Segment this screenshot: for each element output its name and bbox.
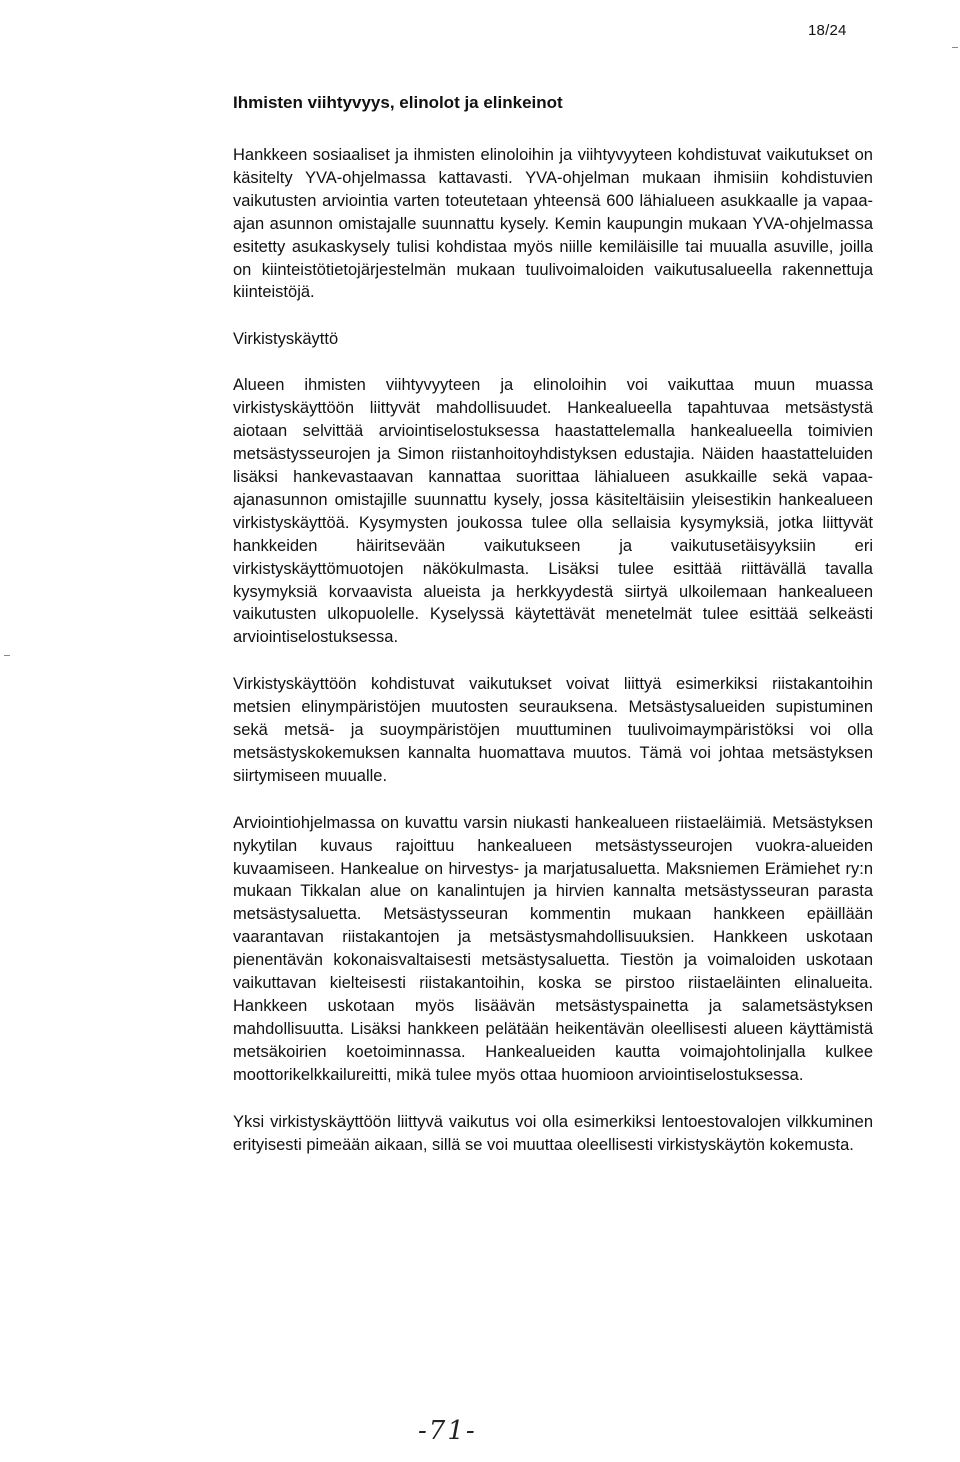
paragraph-2: Alueen ihmisten viihtyvyyteen ja elinoloihin voi vaikuttaa muun muassa virkistyskäyttöön liittyvät mahdollisuudet. Hankealueella tapahtuvaa metsästystä aiotaan selvittää arviointiselostuksessa haastattelemalla hankealueella toimivien metsästysseurojen ja Simon riistanhoitoyhdistyksen edustajia. Näiden haastatteluiden lisäksi hankevastaavan kannattaa suorittaa lähialueen asukkaille sekä vapaa-ajanasunnon omistajille suunnattu kysely, jossa käsiteltäisiin yleisestikin hankealueen virkistyskäyttöä. Kysymysten joukossa tulee olla sellaisia kysymyksiä, jotka liittyvät hankkeiden häiritsevään vaikutukseen ja vaikutusetäisyyksiin eri virkistyskäyttömuotojen näkökulmasta. Lisäksi tulee esittää riittävällä tavalla kysymyksiä korvaavista alueista ja herkkyydestä siirtyä ulkoilemaan hankealueen vaikutusten ulkopuolelle. Kyselyssä käytettävät menetelmät tulee esittää selkeästi arviointiselostuksessa. (233, 376, 873, 647)
paragraph-5: Yksi virkistyskäyttöön liittyvä vaikutus voi olla esimerkiksi lentoestovalojen vilkkuminen erityisesti pimeään aikaan, sillä se voi muuttaa oleellisesti virkistyskäytön kokemusta. (233, 1112, 873, 1154)
paragraph-4: Arviointiohjelmassa on kuvattu varsin niukasti hankealueen riistaeläimiä. Metsästyksen nykytilan kuvaus rajoittuu hankealueen metsästysseurojen vuokra-alueiden kuvaamiseen. Hankealue on hirvestys- ja marjatusaluetta. Maksniemen Erämiehet ry:n mukaan Tikkalan alue on kanalintujen ja hirvien kannalta metsästysseuran parasta metsästysaluetta. Metsästysseuran kommentin mukaan hankkeen epäillään vaarantavan riistakantojen ja metsästysmahdollisuuksien. Hankkeen uskotaan pienentävän kokonaisvaltaisesti metsästysaluetta. Tiestön ja voimaloiden uskotaan vaikuttavan kielteisesti riistakantoihin, koska se pirstoo riistaeläinten elinalueita. Hankkeen uskotaan myös lisäävän metsästyspainetta ja salametsästyksen mahdollisuutta. Lisäksi hankkeen pelätään heikentävän oleellisesti alueen käyttämistä metsäkoirien koetoiminnassa. Hankealueiden kautta voimajohtolinjalla kulkee moottorikelkkailureitti, mikä tulee myös ottaa huomioon arviointiselostuksessa. (233, 813, 873, 1084)
section-heading: Ihmisten viihtyvyys, elinolot ja elinkeinot (233, 93, 563, 112)
handwritten-page-mark: -71- (418, 1416, 477, 1446)
scan-edge-mark (952, 47, 958, 48)
scan-edge-mark (4, 655, 10, 656)
document-body (233, 92, 873, 1180)
paragraph-3: Virkistyskäyttöön kohdistuvat vaikutukset voivat liittyä esimerkiksi riistakantoihin metsien elinympäristöjen muutosten seurauksena. Metsästysalueiden supistuminen sekä metsä- ja suoympäristöjen muuttuminen tuulivoimaympäristöksi voi olla metsästyskokemuksen kannalta huomattava muutos. Tämä voi johtaa metsästyksen siirtymiseen muualle. (233, 675, 873, 785)
paragraph-1: Hankkeen sosiaaliset ja ihmisten elinoloihin ja viihtyvyyteen kohdistuvat vaikutukset on käsitelty YVA-ohjelmassa kattavasti. YVA-ohjelman mukaan ihmisiin kohdistuvien vaikutusten arviointia varten toteutetaan yhteensä 600 lähialueen asukkaalle ja vapaa-ajan asunnon omistajalle suunnattu kysely. Kemin kaupungin mukaan YVA-ohjelmassa esitetty asukaskysely tulisi kohdistaa myös niille kemiläisille tai muualla asuville, joilla on kiinteistötietojärjestelmän mukaan tuulivoimaloiden vaikutusalueella rakennettuja kiinteistöjä. (233, 146, 873, 302)
section-subheading: Virkistyskäyttö (233, 330, 339, 349)
page-number: 18/24 (808, 22, 847, 39)
